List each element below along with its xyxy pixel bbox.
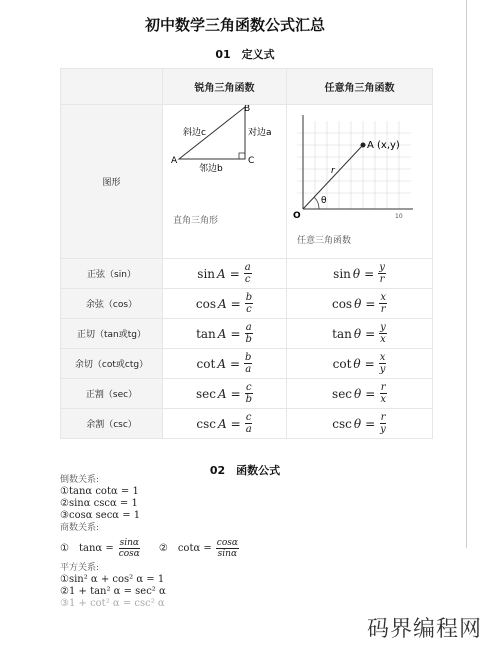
row-label: 正弦（sin） — [61, 259, 163, 289]
acute-formula: cos A = $\frac{b}{c}$ — [163, 289, 287, 319]
header-cell: 任意角三角函数 — [287, 69, 433, 105]
table-header-row — [61, 69, 433, 105]
vertex-c: C — [248, 156, 255, 166]
any-caption: 任意三角函数 — [297, 236, 352, 246]
table-row — [61, 319, 433, 349]
row-label: 余弦（cos） — [61, 289, 163, 319]
acute-formula: tan A = $\frac{a}{b}$ — [163, 319, 287, 349]
any-angle-formula: tan θ = $\frac{y}{x}$ — [287, 319, 433, 349]
definition-table — [60, 68, 433, 439]
row-label: 余割（csc） — [61, 409, 163, 439]
point-a-label: A (x,y) — [367, 140, 400, 151]
header-cell — [61, 69, 163, 105]
any-angle-formula: sin θ = $\frac{y}{r}$ — [287, 259, 433, 289]
origin-label: O — [293, 211, 301, 221]
right-triangle-diagram — [163, 105, 283, 225]
quotient-mark-2: ② — [158, 542, 168, 554]
quotient-fraction-1: $\frac{\sin\alpha}{\cos\alpha}$ — [118, 537, 140, 559]
table-row — [61, 379, 433, 409]
formula-notes — [60, 474, 239, 610]
quotient-title: 商数关系: — [60, 523, 100, 533]
any-angle-formula: cos θ = $\frac{x}{r}$ — [287, 289, 433, 319]
section-heading-formulas: 02 函数公式 — [209, 464, 281, 477]
page-divider — [466, 0, 467, 548]
row-label: 正割（sec） — [61, 379, 163, 409]
quotient-fraction-2: $\frac{\cos\alpha}{\sin\alpha}$ — [216, 537, 238, 559]
any-angle-formula: cot θ = $\frac{x}{y}$ — [287, 349, 433, 379]
vertex-a: A — [171, 156, 178, 166]
acute-formula: sin A = $\frac{a}{c}$ — [163, 259, 287, 289]
table-row — [61, 259, 433, 289]
figure-row — [61, 105, 433, 259]
row-label: 正切（tan或tg） — [61, 319, 163, 349]
quotient-lhs-2: cotα = — [177, 542, 212, 554]
square-title: 平方关系: — [60, 563, 100, 573]
row-label: 余切（cot或ctg） — [61, 349, 163, 379]
any-angle-cell — [287, 105, 433, 259]
acute-caption: 直角三角形 — [173, 216, 219, 225]
any-angle-formula: csc θ = $\frac{r}{y}$ — [287, 409, 433, 439]
quotient-lhs-1: tanα = — [78, 542, 114, 554]
formula-line: ③1 + cot² α = csc² α — [60, 598, 165, 609]
quotient-mark-1: ① — [60, 542, 69, 554]
axis-tick-label: 10 — [395, 213, 403, 220]
section-heading-definitions: 01 定义式 — [215, 48, 275, 61]
coordinate-diagram — [287, 105, 427, 255]
watermark: 码界编程网 — [366, 617, 482, 642]
quotient-formulas — [60, 534, 239, 562]
any-angle-formula: sec θ = $\frac{r}{x}$ — [287, 379, 433, 409]
acute-formula: csc A = $\frac{c}{a}$ — [163, 409, 287, 439]
formula-line: ①sin² α + cos² α = 1 — [60, 574, 165, 585]
table-row — [61, 409, 433, 439]
formula-line: ①tanα cotα = 1 — [60, 486, 139, 497]
acute-triangle-cell — [163, 105, 287, 259]
opposite-label: 对边a — [248, 128, 272, 138]
formula-line: ③cosα secα = 1 — [60, 510, 141, 521]
hypotenuse-label: 斜边c — [183, 128, 206, 138]
acute-formula: sec A = $\frac{c}{b}$ — [163, 379, 287, 409]
row-label: 图形 — [61, 105, 163, 259]
formula-line: ②1 + tan² α = sec² α — [60, 586, 166, 597]
header-cell: 锐角三角函数 — [163, 69, 287, 105]
adjacent-label: 邻边b — [199, 164, 223, 174]
reciprocal-title: 倒数关系: — [60, 475, 100, 485]
page-title: 初中数学三角函数公式汇总 — [144, 16, 325, 34]
radius-label: r — [331, 166, 335, 176]
vertex-b: B — [244, 105, 251, 114]
table-row — [61, 289, 433, 319]
table-row — [61, 349, 433, 379]
theta-label: θ — [321, 196, 327, 206]
formula-line: ②sinα cscα = 1 — [60, 498, 138, 509]
acute-formula: cot A = $\frac{b}{a}$ — [163, 349, 287, 379]
